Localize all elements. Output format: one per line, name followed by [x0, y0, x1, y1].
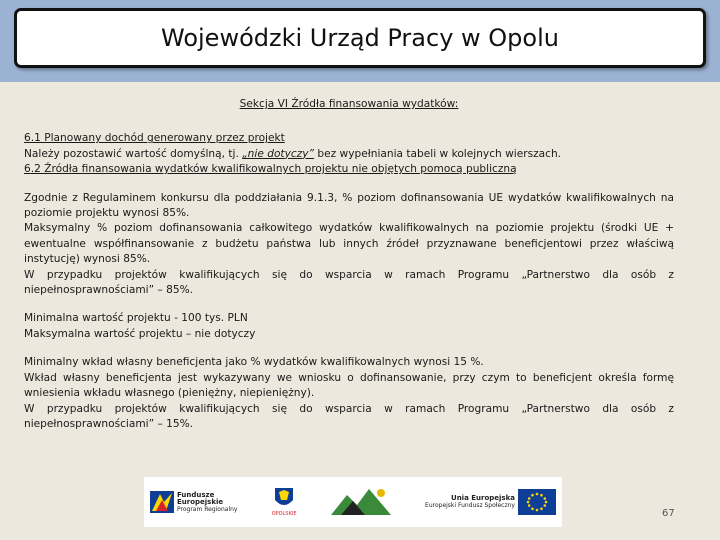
paragraph-partnership-85: W przypadku projektów kwalifikujących się do wsparcia w ramach Programu „Partnerstwo dla osób z niepełnosprawnościami” – 85%. — [24, 268, 674, 297]
subsection-6-1-text — [24, 147, 674, 162]
eu-flag-icon — [518, 489, 556, 515]
page-title: Wojewódzki Urząd Pracy w Opolu — [161, 24, 559, 52]
paragraph-max-funding: Maksymalny % poziom dofinansowania całkowitego wydatków kwalifikowalnych na poziomie projektu (środki UE + ewentualne współfinansowanie z budżetu państwa lub innych źródeł przyznawane beneficjentowi przez właściwą instytucję) wynosi 85%. — [24, 222, 674, 266]
paragraph-partnership-15: W przypadku projektów kwalifikujących się do wsparcia w ramach Programu „Partnerstwo dla osób z niepełnosprawnościami” – 15%. — [24, 402, 674, 430]
paragraph-min-contribution: Minimalny wkład własny beneficjenta jako % wydatków kwalifikowalnych wynosi 15 %. — [24, 356, 484, 369]
fe-line2: Europejskie — [177, 497, 224, 506]
subsection-6-1-title: 6.1 Planowany dochód generowany przez projekt — [24, 132, 285, 145]
logo-strip — [144, 477, 562, 527]
paragraph-max-value: Maksymalna wartość projektu – nie dotyczy — [24, 327, 256, 340]
paragraph-own-contribution: Wkład własny beneficjenta jest wykazywany we wniosku o dofinansowanie, przy czym to beneficjent określa formę wniesienia wkładu własnego (pieniężny, niepieniężny). — [24, 371, 674, 400]
opolskie-crest-icon — [273, 486, 295, 510]
slide-content — [24, 97, 674, 432]
s61-text-emphasis: „nie dotyczy” — [242, 147, 314, 160]
subsection-6-2-title: 6.2 Źródła finansowania wydatków kwalifikowalnych projektu nie objętych pomocą publiczną — [24, 163, 517, 176]
fe-line3: Program Regionalny — [177, 505, 238, 513]
opolskie-text: OPOLSKIE — [271, 511, 297, 517]
section-title: Sekcja VI Źródła finansowania wydatków: — [239, 98, 459, 110]
ue-line2: Europejski Fundusz Społeczny — [425, 502, 515, 509]
opolskie-logo — [272, 486, 297, 518]
title-box — [14, 8, 706, 68]
s61-text-b: bez wypełniania tabeli w kolejnych wierszach. — [314, 147, 562, 160]
region-mountains-icon — [331, 485, 391, 519]
ue-line1: Unia Europejska — [451, 494, 515, 502]
paragraph-min-value: Minimalna wartość projektu - 100 tys. PLN — [24, 312, 248, 325]
fundusze-europejskie-logo — [150, 491, 237, 513]
paragraph-funding-level: Zgodnie z Regulaminem konkursu dla poddziałania 9.1.3, % poziom dofinansowania UE wydatków kwalifikowalnych na poziomie projektu wynosi 85%. — [24, 191, 674, 220]
s61-text-a: Należy pozostawić wartość domyślną, tj. — [24, 147, 243, 160]
fe-line1: Fundusze — [177, 490, 215, 499]
fe-star-icon — [150, 491, 174, 513]
page-number: 67 — [662, 508, 675, 519]
opolskie-region-logo — [331, 485, 391, 519]
unia-europejska-logo — [425, 489, 556, 515]
